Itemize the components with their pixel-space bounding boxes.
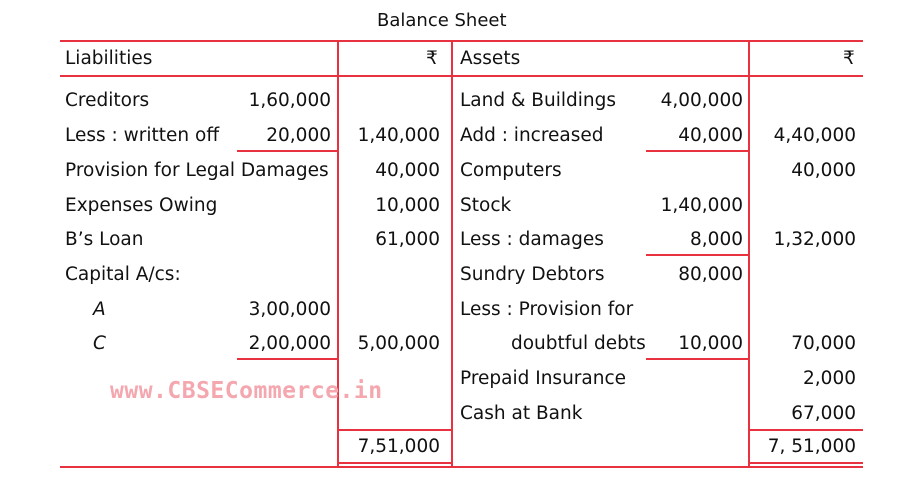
written-off-label: Less : written off (65, 125, 220, 146)
expenses-owing-label: Expenses Owing (65, 195, 218, 216)
capital-c-label: C (93, 333, 106, 354)
computers-label: Computers (460, 160, 562, 181)
creditors-label: Creditors (65, 90, 150, 111)
header-bottom-border (60, 75, 863, 77)
underline-written-off (237, 150, 337, 152)
increase-label: Add : increased (460, 125, 604, 146)
header-liabilities: Liabilities (65, 48, 153, 69)
assets-total: 7, 51,000 (767, 436, 856, 457)
damages-amount: 8,000 (690, 229, 743, 250)
provision-label-line2: doubtful debts (511, 333, 646, 354)
computers-amount: 40,000 (791, 160, 856, 181)
liab-total-top (337, 429, 451, 431)
debtors-label: Sundry Debtors (460, 264, 605, 285)
underline-capital-c (237, 358, 337, 360)
header-currency-left: ₹ (426, 48, 438, 69)
stock-amount: 1,40,000 (660, 195, 743, 216)
stock-net: 1,32,000 (773, 229, 856, 250)
land-net: 4,40,000 (773, 125, 856, 146)
divider-asset-amount (748, 40, 750, 468)
land-label: Land & Buildings (460, 90, 616, 111)
capital-total: 5,00,000 (357, 333, 440, 354)
header-assets: Assets (460, 48, 521, 69)
header-currency-right: ₹ (843, 48, 855, 69)
damages-label: Less : damages (460, 229, 604, 250)
b-loan-amount: 61,000 (375, 229, 440, 250)
capital-label: Capital A/cs: (65, 264, 181, 285)
increase-amount: 40,000 (678, 125, 743, 146)
liab-total-double (337, 462, 451, 464)
underline-damages (646, 254, 748, 256)
provision-label-line1: Less : Provision for (460, 299, 634, 320)
cash-amount: 67,000 (791, 403, 856, 424)
land-amount: 4,00,000 (660, 90, 743, 111)
creditors-net: 1,40,000 (357, 125, 440, 146)
watermark: www.CBSECommerce.in (110, 378, 383, 404)
prepaid-amount: 2,000 (803, 368, 856, 389)
written-off-amount: 20,000 (266, 125, 331, 146)
debtors-amount: 80,000 (678, 264, 743, 285)
table-bottom-border (60, 466, 863, 468)
page-title: Balance Sheet (377, 10, 507, 31)
legal-damages-amount: 40,000 (375, 160, 440, 181)
stock-label: Stock (460, 195, 512, 216)
cash-label: Cash at Bank (460, 403, 583, 424)
legal-damages-label: Provision for Legal Damages (65, 160, 329, 181)
underline-increase (646, 150, 748, 152)
capital-a-label: A (93, 299, 106, 320)
creditors-amount: 1,60,000 (248, 90, 331, 111)
expenses-owing-amount: 10,000 (375, 195, 440, 216)
debtors-net: 70,000 (791, 333, 856, 354)
liabilities-total: 7,51,000 (357, 436, 440, 457)
underline-provision (646, 358, 748, 360)
asset-total-double (748, 462, 863, 464)
prepaid-label: Prepaid Insurance (460, 368, 627, 389)
b-loan-label: B’s Loan (65, 229, 144, 250)
table-top-border (60, 40, 863, 42)
divider-middle (451, 40, 453, 468)
asset-total-top (748, 429, 863, 431)
capital-c-amount: 2,00,000 (248, 333, 331, 354)
capital-a-amount: 3,00,000 (248, 299, 331, 320)
provision-amount: 10,000 (678, 333, 743, 354)
